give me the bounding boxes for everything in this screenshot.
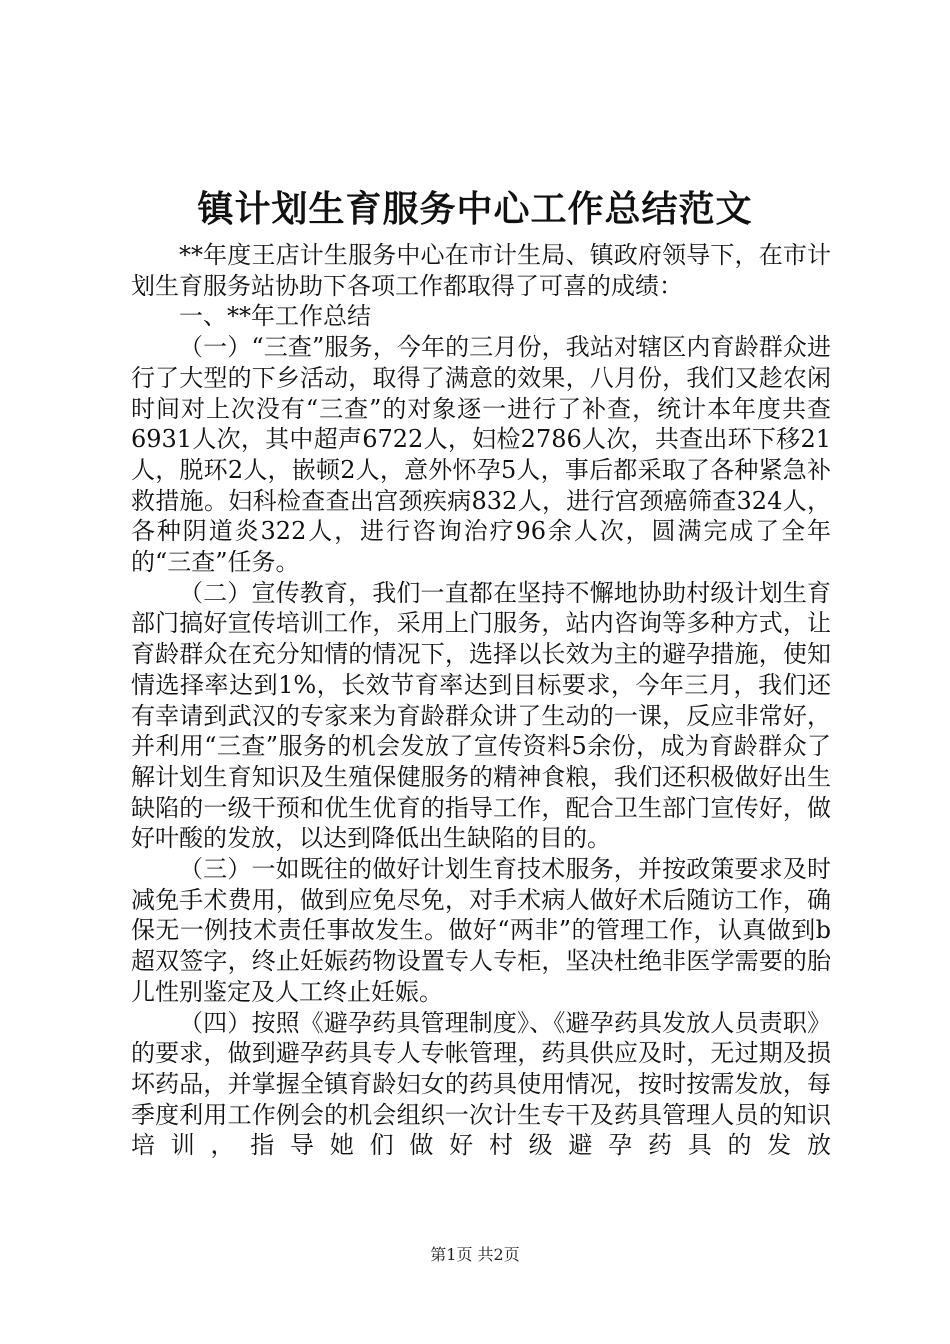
document-title: 镇计划生育服务中心工作总结范文 [197,188,753,230]
paragraph-item-2: （二）宣传教育，我们一直都在坚持不懈地协助村级计划生育部门搞好宣传培训工作，采用上门服务，站内咨询等多种方式，让育龄群众在充分知情的情况下，选择以长效为主的避孕措施，使知情选择率达到1%，长效节育率达到目标要求，今年三月，我们还有幸请到武汉的专家来为育龄群众讲了生动的一课，反应非常好，并利用“三查”服务的机会发放了宣传资料5余份，成为育龄群众了解计划生育知识及生殖保健服务的精神食粮，我们还积极做好出生缺陷的一级干预和优生优育的指导工作，配合卫生部门宣传好，做好叶酸的发放，以达到降低出生缺陷的目的。 [131,578,831,853]
paragraph-item-4: （四）按照《避孕药具管理制度》、《避孕药具发放人员责职》的要求，做到避孕药具专人专帐管理，药具供应及时，无过期及损坏药品，并掌握全镇育龄妇女的药具使用情况，按时按需发放，每季度利用工作例会的机会组织一次计生专干及药具管理人员的知识培训，指导她们做好村级避孕药具的发放 [131,1008,831,1160]
paragraph-section-heading: 一、**年工作总结 [179,302,371,331]
document-body [131,240,831,1161]
paragraph-intro: **年度王店计生服务中心在市计生局、镇政府领导下，在市计划生育服务站协助下各项工作都取得了可喜的成绩： [131,241,831,300]
page-footer: 第1页 共2页 [430,1245,520,1264]
paragraph-item-3: （三）一如既往的做好计划生育技术服务，并按政策要求及时减免手术费用，做到应免尽免，对手术病人做好术后随访工作，确保无一例技术责任事故发生。做好“两非”的管理工作，认真做到b超双签字，终止妊娠药物设置专人专柜，坚决杜绝非医学需要的胎儿性别鉴定及人工终止妊娠。 [131,855,831,1006]
paragraph-item-1: （一）“三查”服务，今年的三月份，我站对辖区内育龄群众进行了大型的下乡活动，取得了满意的效果，八月份，我们又趁农闲时间对上次没有“三查”的对象逐一进行了补查，统计本年度共查6931人次，其中超声6722人，妇检2786人次，共查出环下移21人，脱环2人，嵌顿2人，意外怀孕5人，事后都采取了各种紧急补救措施。妇科检查查出宫颈疾病832人，进行宫颈癌筛查324人，各种阴道炎322人，进行咨询治疗96余人次，圆满完成了全年的“三查”任务。 [131,333,831,577]
